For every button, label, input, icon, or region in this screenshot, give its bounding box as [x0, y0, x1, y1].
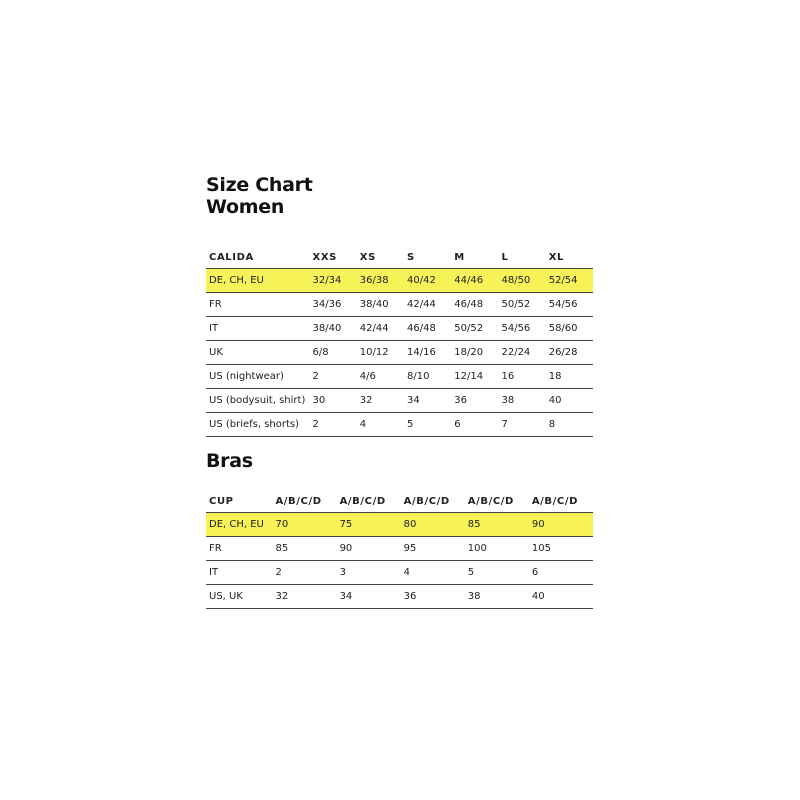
table-cell: 6	[451, 413, 498, 437]
table-cell: 40	[529, 585, 593, 609]
header-cell: A/B/C/D	[465, 490, 529, 513]
table-cell: 2	[310, 365, 357, 389]
table-cell: 46/48	[451, 293, 498, 317]
table-cell: 32/34	[310, 269, 357, 293]
header-cell: L	[498, 246, 545, 269]
women-table-header-row	[206, 246, 593, 269]
table-cell: 38/40	[310, 317, 357, 341]
table-cell: 38/40	[357, 293, 404, 317]
table-cell: 16	[498, 365, 545, 389]
header-cell: XS	[357, 246, 404, 269]
header-cell: CUP	[206, 490, 272, 513]
table-cell: 4/6	[357, 365, 404, 389]
header-cell: S	[404, 246, 451, 269]
table-cell: 22/24	[498, 341, 545, 365]
row-label: US (briefs, shorts)	[206, 413, 310, 437]
table-cell: 48/50	[498, 269, 545, 293]
table-row	[206, 513, 593, 537]
header-cell: A/B/C/D	[401, 490, 465, 513]
table-cell: 95	[401, 537, 465, 561]
header-cell: A/B/C/D	[337, 490, 401, 513]
table-cell: 36	[451, 389, 498, 413]
table-cell: 50/52	[451, 317, 498, 341]
table-row	[206, 269, 593, 293]
header-cell: XXS	[310, 246, 357, 269]
table-cell: 8	[546, 413, 593, 437]
table-cell: 42/44	[357, 317, 404, 341]
row-label: US, UK	[206, 585, 272, 609]
table-cell: 75	[337, 513, 401, 537]
table-cell: 105	[529, 537, 593, 561]
table-cell: 32	[357, 389, 404, 413]
table-row	[206, 317, 593, 341]
table-cell: 54/56	[498, 317, 545, 341]
table-cell: 90	[529, 513, 593, 537]
table-cell: 26/28	[546, 341, 593, 365]
table-cell: 8/10	[404, 365, 451, 389]
table-cell: 58/60	[546, 317, 593, 341]
size-chart-title	[206, 174, 313, 218]
women-size-table	[206, 246, 593, 437]
row-label: FR	[206, 537, 272, 561]
table-cell: 2	[272, 561, 336, 585]
table-row	[206, 537, 593, 561]
table-cell: 85	[465, 513, 529, 537]
row-label: US (bodysuit, shirt)	[206, 389, 310, 413]
header-cell: CALIDA	[206, 246, 310, 269]
table-cell: 14/16	[404, 341, 451, 365]
row-label: DE, CH, EU	[206, 269, 310, 293]
row-label: US (nightwear)	[206, 365, 310, 389]
table-cell: 6/8	[310, 341, 357, 365]
table-cell: 5	[465, 561, 529, 585]
table-row	[206, 293, 593, 317]
table-cell: 32	[272, 585, 336, 609]
bras-title: Bras	[206, 450, 253, 472]
table-cell: 42/44	[404, 293, 451, 317]
table-cell: 54/56	[546, 293, 593, 317]
table-cell: 52/54	[546, 269, 593, 293]
table-cell: 40/42	[404, 269, 451, 293]
table-cell: 6	[529, 561, 593, 585]
table-cell: 34	[404, 389, 451, 413]
row-label: IT	[206, 317, 310, 341]
table-cell: 100	[465, 537, 529, 561]
row-label: UK	[206, 341, 310, 365]
table-row	[206, 341, 593, 365]
table-cell: 70	[272, 513, 336, 537]
table-cell: 12/14	[451, 365, 498, 389]
bras-table-header-row	[206, 490, 593, 513]
table-cell: 2	[310, 413, 357, 437]
table-cell: 34	[337, 585, 401, 609]
table-cell: 5	[404, 413, 451, 437]
bras-size-table	[206, 490, 593, 609]
title-line-1: Size Chart	[206, 174, 313, 196]
table-cell: 4	[357, 413, 404, 437]
table-row	[206, 413, 593, 437]
table-row	[206, 561, 593, 585]
header-cell: XL	[546, 246, 593, 269]
table-cell: 18/20	[451, 341, 498, 365]
table-cell: 40	[546, 389, 593, 413]
table-cell: 36/38	[357, 269, 404, 293]
table-row	[206, 365, 593, 389]
table-row	[206, 389, 593, 413]
row-label: DE, CH, EU	[206, 513, 272, 537]
title-line-2: Women	[206, 196, 285, 218]
table-cell: 7	[498, 413, 545, 437]
table-cell: 44/46	[451, 269, 498, 293]
table-cell: 36	[401, 585, 465, 609]
table-row	[206, 585, 593, 609]
table-cell: 90	[337, 537, 401, 561]
header-cell: M	[451, 246, 498, 269]
table-cell: 50/52	[498, 293, 545, 317]
table-cell: 10/12	[357, 341, 404, 365]
table-cell: 34/36	[310, 293, 357, 317]
table-cell: 4	[401, 561, 465, 585]
table-cell: 80	[401, 513, 465, 537]
table-cell: 38	[465, 585, 529, 609]
table-cell: 85	[272, 537, 336, 561]
table-cell: 38	[498, 389, 545, 413]
table-cell: 18	[546, 365, 593, 389]
row-label: FR	[206, 293, 310, 317]
table-cell: 46/48	[404, 317, 451, 341]
header-cell: A/B/C/D	[529, 490, 593, 513]
row-label: IT	[206, 561, 272, 585]
table-cell: 3	[337, 561, 401, 585]
header-cell: A/B/C/D	[272, 490, 336, 513]
table-cell: 30	[310, 389, 357, 413]
